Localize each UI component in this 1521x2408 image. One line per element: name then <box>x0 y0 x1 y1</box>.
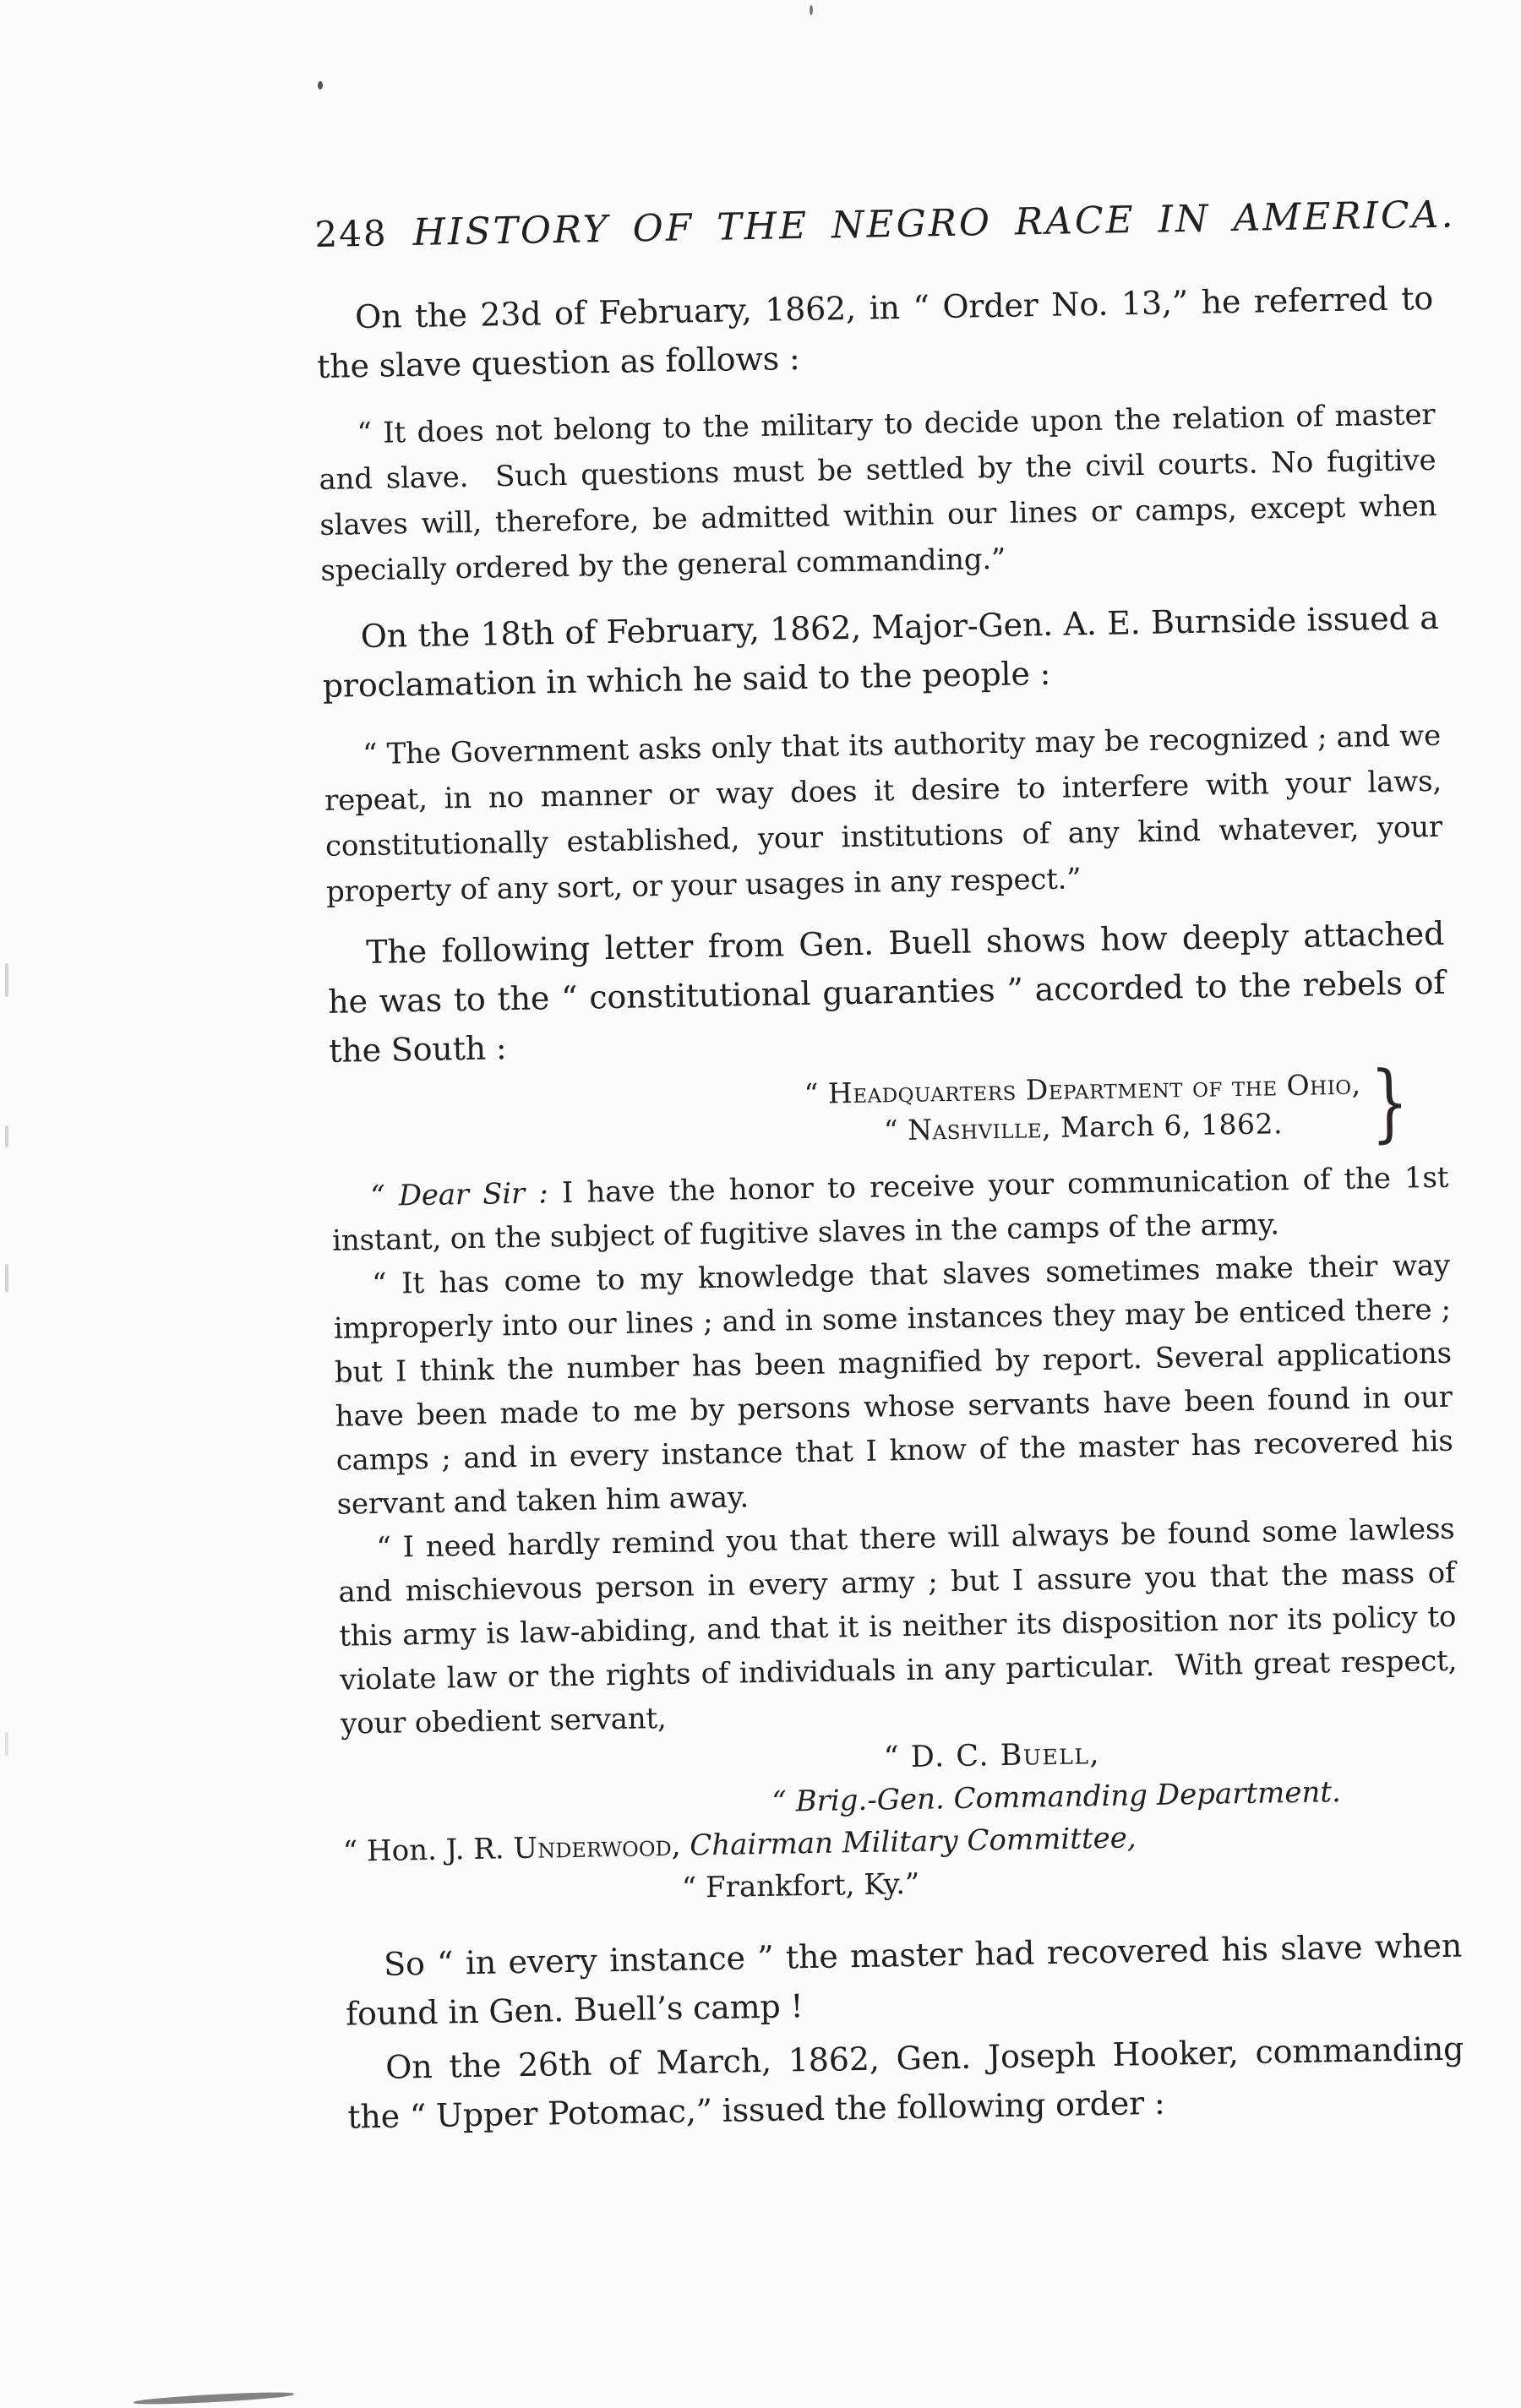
addressee-role: Chairman Military Committee, <box>680 1821 1137 1863</box>
blockquote-burnside: “ The Government asks only that its authority may be recognized ; and we repeat, in no manner or way does it desire to interfere with your laws, constitutionally established, your institutions of any kind whatever, your property of any sort, or your usages in any respect.” <box>324 718 1443 909</box>
paragraph-order-13: On the 23d of February, 1862, in “ Order No. 13,” he referred to the slave question as follows : <box>316 279 1434 385</box>
letter-heading-place: “ Nashville, <box>883 1110 1052 1147</box>
page-content <box>314 193 1465 2142</box>
signature-title: “ Brig.-Gen. Commanding Department. <box>771 1775 1342 1819</box>
letter-para-remind: “ I need hardly remind you that there will always be found some lawless and mischievous person in every army ; but I assure you that the mass of this army is law-abiding, and that it is neither its disposition nor its policy to violate law or the rights of individuals in any particular. With great respect, your obedient servant, <box>338 1512 1458 1741</box>
scan-speck <box>810 5 813 15</box>
addressee-prefix: “ Hon. J. R. <box>342 1832 514 1869</box>
letter-salutation: “ Dear Sir : <box>369 1176 563 1214</box>
scan-edge-mark <box>5 1264 8 1293</box>
paragraph-burnside: On the 18th of February, 1862, Major-Gen. A. E. Burnside issued a proclamation in which he said to the people : <box>322 598 1439 705</box>
letter-heading-line1: “ Headquarters Department of the Ohio, <box>804 1067 1361 1111</box>
letter-heading-lines <box>804 1065 1362 1151</box>
running-head <box>314 193 1456 256</box>
letter-para1-text: I have the honor to receive your communication of the 1st instant, on the subject of fugitive slaves in the camps of the army. <box>331 1160 1449 1258</box>
paragraph-so-instance: So “ in every instance ” the master had recovered his slave when found in Gen. Buell’s camp ! <box>345 1926 1463 2033</box>
scan-corner-smudge <box>134 2390 294 2406</box>
letterhead-brace-glyph: } <box>1370 1052 1410 1152</box>
addressee-name: Underwood, <box>513 1828 681 1866</box>
paragraph-hooker: On the 26th of March, 1862, Gen. Joseph Hooker, commanding the “ Upper Potomac,” issued the following order : <box>346 2029 1464 2136</box>
scan-edge-mark <box>5 1125 8 1147</box>
scan-speck <box>318 81 323 90</box>
letter-heading <box>330 1052 1417 1159</box>
letter-para-knowledge: “ It has come to my knowledge that slaves sometimes make their way improperly into our lines ; and in some instances they may be enticed there ; but I think the number has been magnified by report. Several applications have been made to me by persons whose servants have been found in our camps ; and in every instance that I know of the master has recovered his servant and taken him away. <box>333 1248 1453 1522</box>
letter-heading-date: March 6, 1862. <box>1050 1107 1284 1144</box>
page-number: 248 <box>314 212 389 255</box>
signature-name: “ D. C. Buell, <box>883 1737 1101 1775</box>
letter-addressee-place: “ Frankfort, Ky.” <box>681 1866 920 1905</box>
running-title: HISTORY OF THE NEGRO RACE IN AMERICA. <box>412 193 1456 254</box>
scan-edge-mark <box>5 963 8 997</box>
blockquote-order-13: “ It does not belong to the military to decide upon the relation of master and slave. Such questions must be settled by the civil courts. No fugitive slaves will, therefore, be admitted within our lines or camps, except when specially ordered by the general commanding.” <box>319 397 1437 588</box>
paragraph-buell-intro: The following letter from Gen. Buell shows how deeply attached he was to the “ constitutional guaranties ” accorded to the rebels of the South : <box>327 914 1446 1070</box>
scan-edge-mark <box>5 1732 8 1756</box>
